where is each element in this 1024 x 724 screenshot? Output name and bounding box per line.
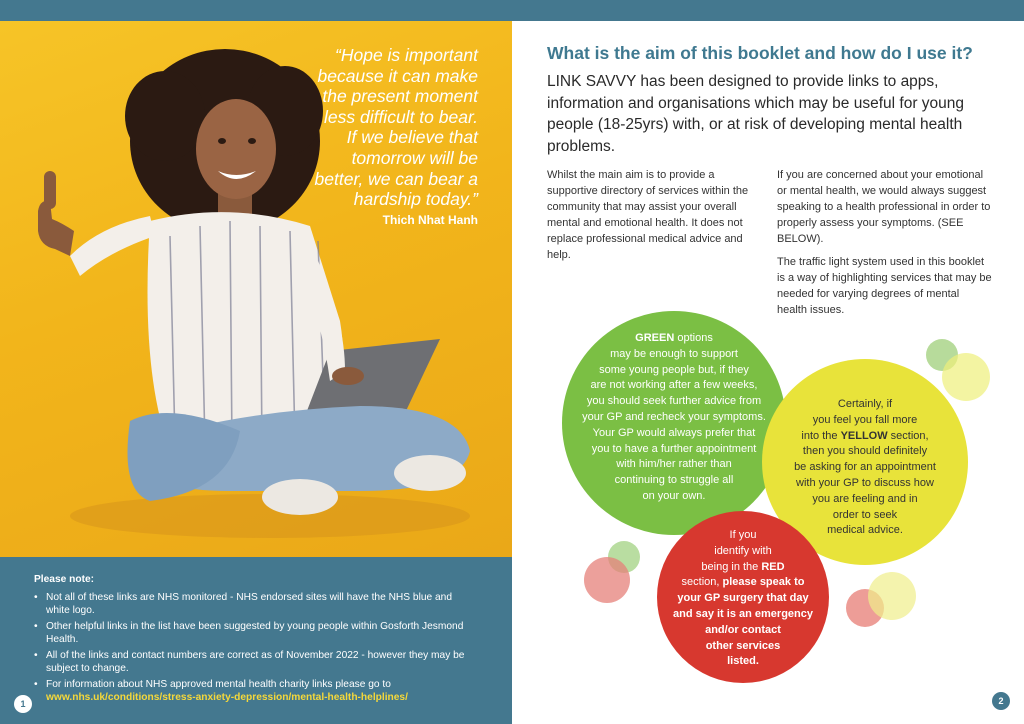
green-line: continuing to struggle all [614,474,734,487]
concern-paragraph: If you are concerned about your emotional or mental health, we would always suggest speaking to a health professional in order to properly assess your symptoms. (SEE BELOW). [777,169,991,245]
page-number-right: 2 [992,692,1010,710]
red-bold-line: and/or contact [705,623,781,636]
page-number-left: 1 [14,695,32,713]
aim-paragraph: Whilst the main aim is to provide a supportive directory of services within the community that may assist your overall mental and emotional health. It does not replace professional medical advice and help. [547,169,749,261]
decorative-dot [868,572,916,620]
green-option-circle [562,311,786,535]
notes-item: • All of the links and contact numbers are correct as of November 2022 - however they may be subject to change. [34,649,472,676]
yellow-line: order to seek [832,508,898,521]
yellow-line: into the [801,429,838,442]
quote-line: If we believe that [346,127,478,148]
quote-line: because it can make [317,65,478,86]
green-line: with him/her rather than [616,458,732,471]
cover-photo [0,21,512,557]
yellow-line: with your GP to discuss how [796,476,934,489]
green-line: may be enough to support [610,347,738,360]
right-column [777,167,992,325]
yellow-line: medical advice. [827,524,903,537]
green-line: Your GP would always prefer that [592,426,756,439]
red-bold-line: listed. [727,655,759,668]
red-bold-line: please speak to [722,576,805,589]
inspirational-quote [178,45,478,210]
yellow-line: section, [887,429,929,442]
green-line: on your own. [642,489,706,502]
yellow-keyword: YELLOW [840,429,888,442]
quote-line: “Hope is important [335,45,478,65]
quote-line: tomorrow will be [351,147,478,168]
page-heading: What is the aim of this booklet and how do I use it? [547,43,973,63]
quote-line: the present moment [322,86,478,107]
traffic-light-paragraph: The traffic light system used in this booklet is a way of highlighting services that may be needed for varying degrees of mental health issues. [777,256,992,316]
green-line: options [677,332,713,344]
red-line: being in the [701,560,759,573]
notes-list [34,591,472,705]
yellow-line: Certainly, if [837,398,893,410]
intro-paragraph: LINK SAVVY has been designed to provide links to apps, information and organisations which may be useful for young people (18-25yrs) with, or at risk of developing mental health problems. [547,73,965,155]
top-band [0,0,1024,21]
left-column [547,167,757,270]
yellow-line: then you should definitely [802,445,928,458]
red-option-circle [657,511,829,683]
red-bold-line: your GP surgery that day [677,592,809,605]
notes-item-text: For information about NHS approved mental health charity links please go to [46,678,391,690]
notes-item: • Other helpful links in the list have been suggested by young people within Gosforth Jesmond Health. [34,620,472,647]
quote-line: less difficult to bear. [323,106,478,127]
green-line: you to have a further appointment [591,442,757,455]
notes-title: Please note: [34,574,95,585]
green-line: are not working after a few weeks, [590,379,758,392]
yellow-line: be asking for an appointment [794,461,936,474]
quote-author: Thich Nhat Hanh [382,213,478,227]
red-keyword: RED [761,560,785,573]
green-line: some young people but, if they [599,363,749,376]
red-line: If you [729,529,757,541]
red-line: section, [681,576,720,589]
right-page [512,21,1024,724]
left-page [0,21,512,724]
red-bold-line: other services [705,639,781,652]
decorative-dot [584,557,630,603]
notes-item: • Not all of these links are NHS monitored - NHS endorsed sites will have the NHS blue and white logo. [34,591,472,618]
please-note-panel [0,557,512,724]
red-line: identify with [714,544,772,557]
quote-line: hardship today.” [353,189,478,210]
notes-item [34,678,472,705]
green-keyword: GREEN [635,332,675,344]
yellow-line: you are feeling and in [812,492,918,505]
green-line: you should seek further advice from [586,395,762,408]
quote-line: better, we can bear a [314,168,478,189]
red-bold-line: and say it is an emergency [672,607,813,620]
decorative-dot [942,353,990,401]
yellow-line: you feel you fall more [812,413,918,426]
nhs-helplines-link[interactable]: www.nhs.uk/conditions/stress-anxiety-depression/mental-health-helplines/ [46,692,408,703]
green-line: your GP and recheck your symptoms. [582,410,766,423]
